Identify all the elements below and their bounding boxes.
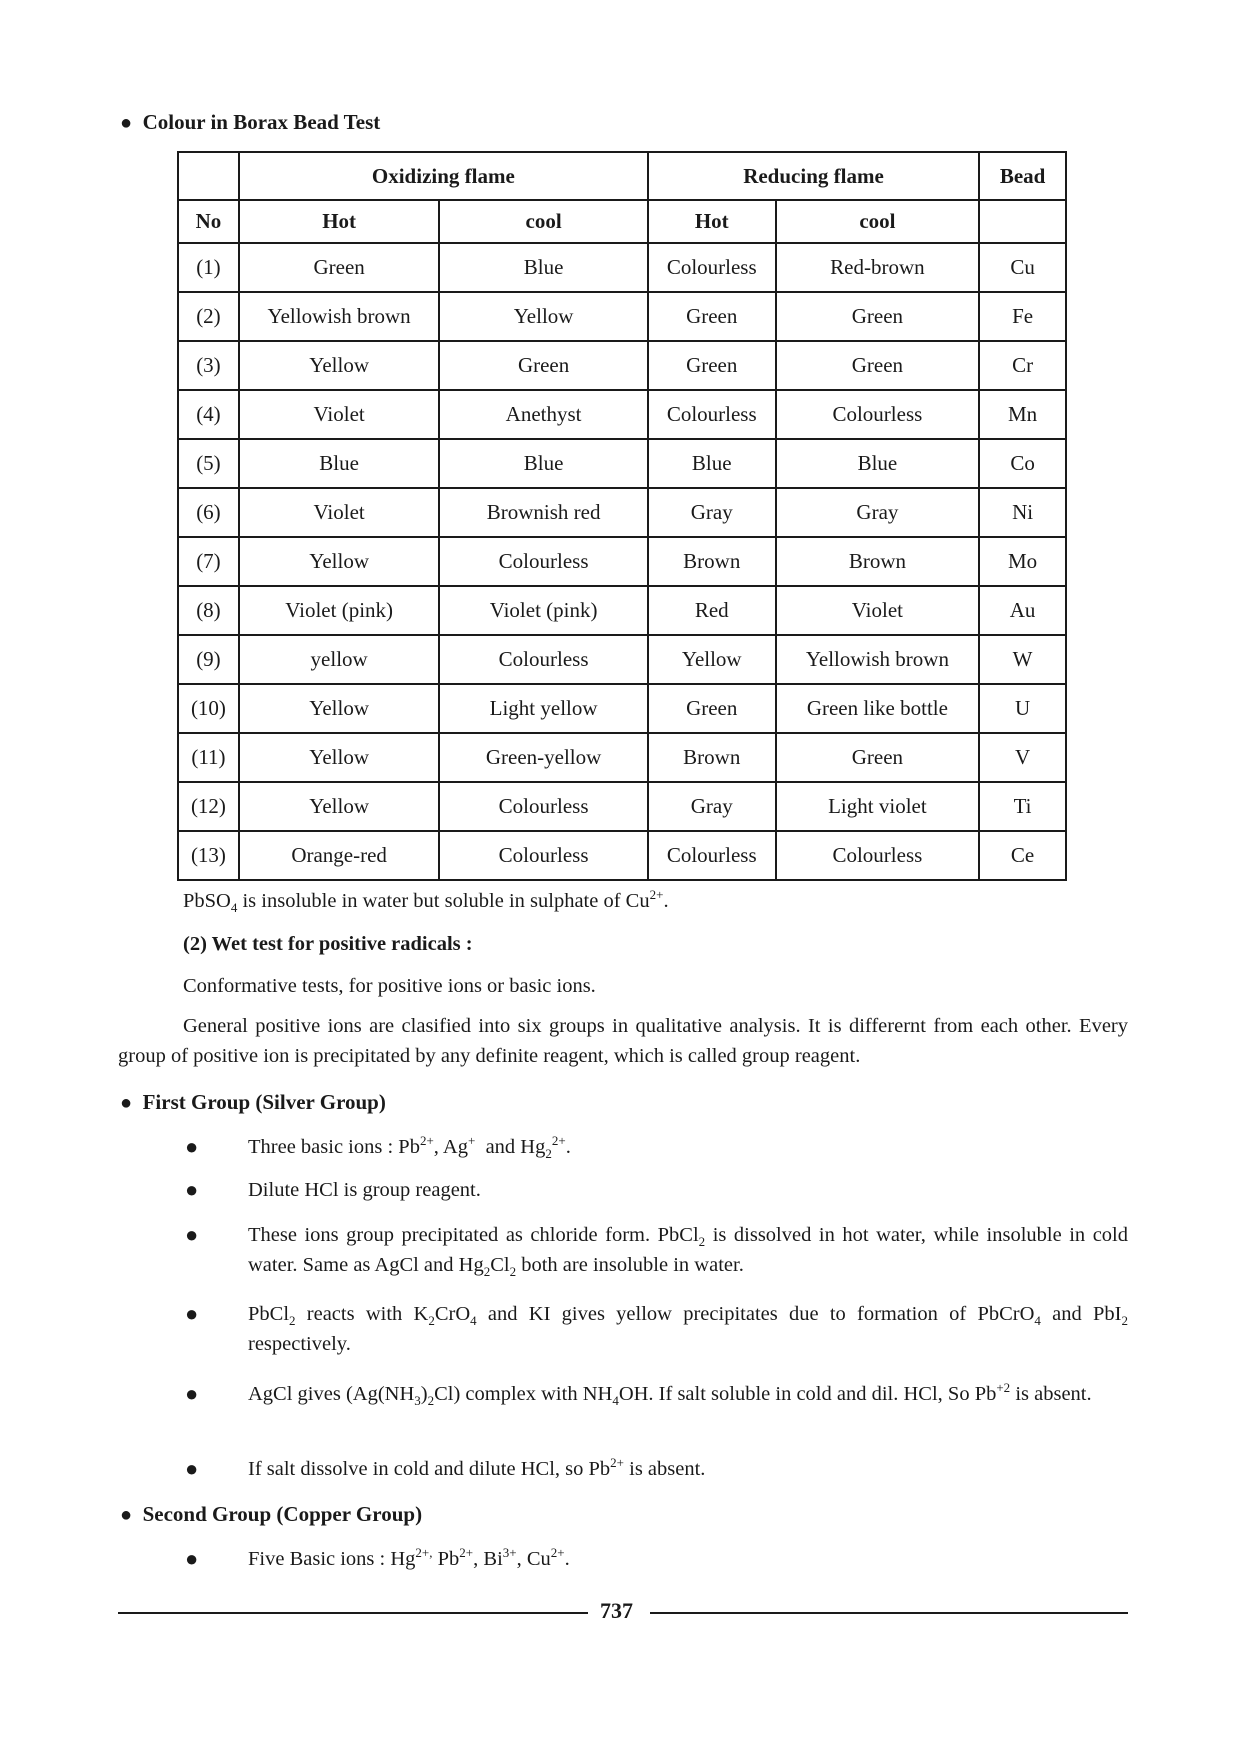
subscript: 2 [427, 1393, 435, 1409]
bullet-text: reacts with K [295, 1303, 429, 1325]
borax-heading-text: Colour in Borax Bead Test [142, 110, 381, 134]
table-cell-no: (5) [178, 439, 239, 488]
table-cell-ox-hot: Yellow [239, 684, 439, 733]
table-cell-red-hot: Colourless [648, 390, 776, 439]
bead-blank-header [979, 200, 1066, 243]
bullet-text: These ions group precipitated as chloride form. PbCl [248, 1224, 699, 1246]
table-cell-red-hot: Colourless [648, 243, 776, 292]
general-paragraph: General positive ions are clasified into six groups in qualitative analysis. It is differernt from each other. Every group of positive ion is precipitated by any definite reagent, which is called group reagent. [118, 1015, 1128, 1067]
reducing-flame-header: Reducing flame [648, 152, 979, 200]
first-group-heading [120, 1090, 386, 1115]
bullet-text: respectively. [248, 1333, 351, 1355]
bullet-text: and Hg [475, 1136, 546, 1158]
table-cell-red-hot: Colourless [648, 831, 776, 880]
ox-cool-header: cool [439, 200, 647, 243]
table-cell-red-hot: Yellow [648, 635, 776, 684]
first-group-heading-text: First Group (Silver Group) [142, 1090, 386, 1114]
bullet-dot: ● [120, 1504, 133, 1526]
table-cell-bead: Cu [979, 243, 1066, 292]
bullet-dot: ● [185, 1134, 199, 1159]
superscript: 2+ [649, 887, 664, 903]
table-cell-bead: Co [979, 439, 1066, 488]
table-cell-ox-cool: Green [439, 341, 647, 390]
table-cell-red-cool: Colourless [776, 390, 979, 439]
table-cell-red-cool: Violet [776, 586, 979, 635]
bullet-text: Five Basic ions : Hg [248, 1548, 416, 1570]
table-row [178, 831, 1066, 880]
borax-heading [120, 110, 380, 135]
subscript: 2 [483, 1264, 491, 1280]
empty-header-cell [178, 152, 239, 200]
table-row [178, 292, 1066, 341]
table-cell-red-cool: Red-brown [776, 243, 979, 292]
table-row [178, 635, 1066, 684]
wet-test-heading: (2) Wet test for positive radicals : [183, 933, 473, 955]
table-cell-red-hot: Red [648, 586, 776, 635]
note-text: . [663, 890, 669, 912]
note-text: PbSO [183, 890, 231, 912]
bullet-text: OH. If salt soluble in cold and dil. HCl, So Pb [618, 1383, 997, 1405]
table-cell-red-cool: Green [776, 733, 979, 782]
table-cell-bead: Mo [979, 537, 1066, 586]
pbso4-note [183, 886, 669, 916]
bullet-text: ) [420, 1383, 428, 1405]
table-cell-ox-cool: Light yellow [439, 684, 647, 733]
first-group-bullet-4 [248, 1299, 1128, 1359]
table-cell-no: (10) [178, 684, 239, 733]
bullet-text: . [564, 1548, 570, 1570]
table-row [178, 537, 1066, 586]
table-cell-bead: U [979, 684, 1066, 733]
bullet-text: is absent. [1010, 1383, 1092, 1405]
first-group-bullet-1 [248, 1132, 1128, 1162]
first-group-bullet-2: Dilute HCl is group reagent. [248, 1179, 481, 1201]
table-cell-ox-hot: Yellow [239, 782, 439, 831]
table-cell-ox-hot: Orange-red [239, 831, 439, 880]
table-cell-ox-hot: yellow [239, 635, 439, 684]
table-row [178, 390, 1066, 439]
bullet-dot: ● [185, 1222, 199, 1247]
subscript: 2 [428, 1313, 435, 1329]
bullet-text: , Ag [433, 1136, 468, 1158]
table-cell-ox-hot: Blue [239, 439, 439, 488]
table-cell-red-cool: Brown [776, 537, 979, 586]
bullet-text: is absent. [624, 1458, 706, 1480]
red-cool-header: cool [776, 200, 979, 243]
bullet-dot: ● [185, 1546, 199, 1571]
note-text: is insoluble in water but soluble in sulphate of Cu [237, 890, 650, 912]
bullet-dot: ● [185, 1381, 199, 1406]
table-cell-no: (3) [178, 341, 239, 390]
superscript: 2+, [415, 1545, 433, 1561]
table-cell-ox-cool: Violet (pink) [439, 586, 647, 635]
table-cell-bead: Mn [979, 390, 1066, 439]
table-row [178, 782, 1066, 831]
footer-rule-left [118, 1612, 588, 1614]
subscript: 2 [289, 1313, 296, 1329]
table-cell-ox-hot: Yellow [239, 733, 439, 782]
table-cell-red-hot: Green [648, 341, 776, 390]
bullet-text: If salt dissolve in cold and dilute HCl, so Pb [248, 1458, 611, 1480]
bullet-text: Cl [490, 1254, 510, 1276]
bullet-text: both are insoluble in water. [516, 1254, 744, 1276]
bullet-text: , Cu [516, 1548, 551, 1570]
table-cell-red-hot: Gray [648, 488, 776, 537]
superscript: 2+ [459, 1545, 474, 1561]
red-hot-header: Hot [648, 200, 776, 243]
table-group-header-row [178, 152, 1066, 200]
table-cell-no: (4) [178, 390, 239, 439]
table-cell-red-cool: Gray [776, 488, 979, 537]
table-cell-bead: Cr [979, 341, 1066, 390]
table-cell-no: (8) [178, 586, 239, 635]
page-number: 737 [600, 1598, 633, 1623]
bullet-text: AgCl gives (Ag(NH [248, 1383, 415, 1405]
second-group-bullet-1 [248, 1544, 1128, 1574]
table-row [178, 586, 1066, 635]
bullet-text: , Bi [473, 1548, 503, 1570]
superscript: 3+ [502, 1545, 517, 1561]
subscript: 2 [545, 1146, 552, 1162]
table-cell-ox-hot: Violet [239, 488, 439, 537]
table-cell-bead: W [979, 635, 1066, 684]
table-row [178, 733, 1066, 782]
conformative-text: Conformative tests, for positive ions or basic ions. [183, 975, 596, 997]
bullet-text: and KI gives yellow precipitates due to formation of PbCrO [476, 1303, 1035, 1325]
second-group-heading [120, 1502, 422, 1527]
bullet-text: . [565, 1136, 571, 1158]
subscript: 2 [509, 1264, 517, 1280]
superscript: + [467, 1133, 476, 1149]
borax-bead-table [177, 151, 1067, 881]
table-cell-ox-cool: Colourless [439, 782, 647, 831]
footer-rule-right [650, 1612, 1128, 1614]
superscript: +2 [996, 1380, 1011, 1396]
table-cell-no: (1) [178, 243, 239, 292]
table-row [178, 341, 1066, 390]
oxidizing-flame-header: Oxidizing flame [239, 152, 648, 200]
bullet-text: is dissolved in hot water, while insoluble in cold water. Same as AgCl and Hg [248, 1224, 1128, 1276]
subscript: 4 [230, 900, 238, 916]
table-cell-ox-cool: Yellow [439, 292, 647, 341]
subscript: 4 [470, 1313, 477, 1329]
table-cell-bead: Ce [979, 831, 1066, 880]
table-cell-ox-cool: Blue [439, 243, 647, 292]
bullet-text: PbCl [248, 1303, 290, 1325]
table-cell-ox-cool: Colourless [439, 831, 647, 880]
second-group-heading-text: Second Group (Copper Group) [142, 1502, 423, 1526]
table-cell-ox-cool: Colourless [439, 635, 647, 684]
table-cell-ox-cool: Anethyst [439, 390, 647, 439]
table-cell-no: (11) [178, 733, 239, 782]
first-group-bullet-6 [248, 1454, 1128, 1484]
table-cell-red-hot: Brown [648, 733, 776, 782]
bullet-dot: ● [185, 1301, 199, 1326]
superscript: 2+ [419, 1133, 434, 1149]
first-group-bullet-3 [248, 1220, 1128, 1280]
table-cell-bead: Fe [979, 292, 1066, 341]
table-cell-red-cool: Green [776, 341, 979, 390]
table-cell-no: (12) [178, 782, 239, 831]
table-cell-ox-cool: Brownish red [439, 488, 647, 537]
table-cell-red-hot: Blue [648, 439, 776, 488]
bullet-dot: ● [185, 1177, 199, 1202]
superscript: 2+ [550, 1545, 565, 1561]
table-cell-ox-hot: Green [239, 243, 439, 292]
table-cell-ox-hot: Yellow [239, 537, 439, 586]
bullet-text: Three basic ions : Pb [248, 1136, 420, 1158]
table-cell-red-hot: Green [648, 684, 776, 733]
bullet-text: and PbI [1040, 1303, 1122, 1325]
no-header: No [178, 200, 239, 243]
ox-hot-header: Hot [239, 200, 439, 243]
table-cell-ox-cool: Green-yellow [439, 733, 647, 782]
table-cell-no: (6) [178, 488, 239, 537]
borax-table-body [178, 243, 1066, 880]
table-row [178, 684, 1066, 733]
bullet-text: Pb [432, 1548, 460, 1570]
subscript: 2 [1121, 1313, 1128, 1329]
table-row [178, 439, 1066, 488]
subscript: 4 [612, 1393, 619, 1409]
table-cell-ox-cool: Colourless [439, 537, 647, 586]
table-cell-no: (2) [178, 292, 239, 341]
superscript: 2+ [610, 1455, 624, 1471]
table-cell-no: (13) [178, 831, 239, 880]
table-cell-red-cool: Green [776, 292, 979, 341]
table-cell-bead: Ni [979, 488, 1066, 537]
table-cell-red-cool: Colourless [776, 831, 979, 880]
table-cell-bead: Au [979, 586, 1066, 635]
bead-header: Bead [979, 152, 1066, 200]
table-cell-ox-hot: Violet [239, 390, 439, 439]
table-cell-no: (7) [178, 537, 239, 586]
table-cell-red-cool: Light violet [776, 782, 979, 831]
table-cell-ox-hot: Yellow [239, 341, 439, 390]
subscript: 2 [698, 1234, 706, 1250]
bullet-dot: ● [120, 112, 133, 134]
table-cell-red-cool: Yellowish brown [776, 635, 979, 684]
superscript: 2+ [551, 1133, 566, 1149]
table-cell-bead: V [979, 733, 1066, 782]
bullet-text: Cl) complex with NH [434, 1383, 613, 1405]
table-cell-ox-hot: Violet (pink) [239, 586, 439, 635]
table-cell-red-cool: Green like bottle [776, 684, 979, 733]
table-cell-red-hot: Green [648, 292, 776, 341]
first-group-bullet-5 [248, 1379, 1128, 1409]
bullet-dot: ● [185, 1456, 199, 1481]
subscript: 3 [414, 1393, 421, 1409]
table-cell-bead: Ti [979, 782, 1066, 831]
bullet-dot: ● [120, 1092, 133, 1114]
table-cell-ox-hot: Yellowish brown [239, 292, 439, 341]
table-row [178, 243, 1066, 292]
table-column-header-row [178, 200, 1066, 243]
table-cell-red-hot: Gray [648, 782, 776, 831]
table-cell-ox-cool: Blue [439, 439, 647, 488]
table-cell-red-cool: Blue [776, 439, 979, 488]
table-row [178, 488, 1066, 537]
subscript: 4 [1034, 1313, 1041, 1329]
table-cell-no: (9) [178, 635, 239, 684]
bullet-text: CrO [434, 1303, 471, 1325]
table-cell-red-hot: Brown [648, 537, 776, 586]
